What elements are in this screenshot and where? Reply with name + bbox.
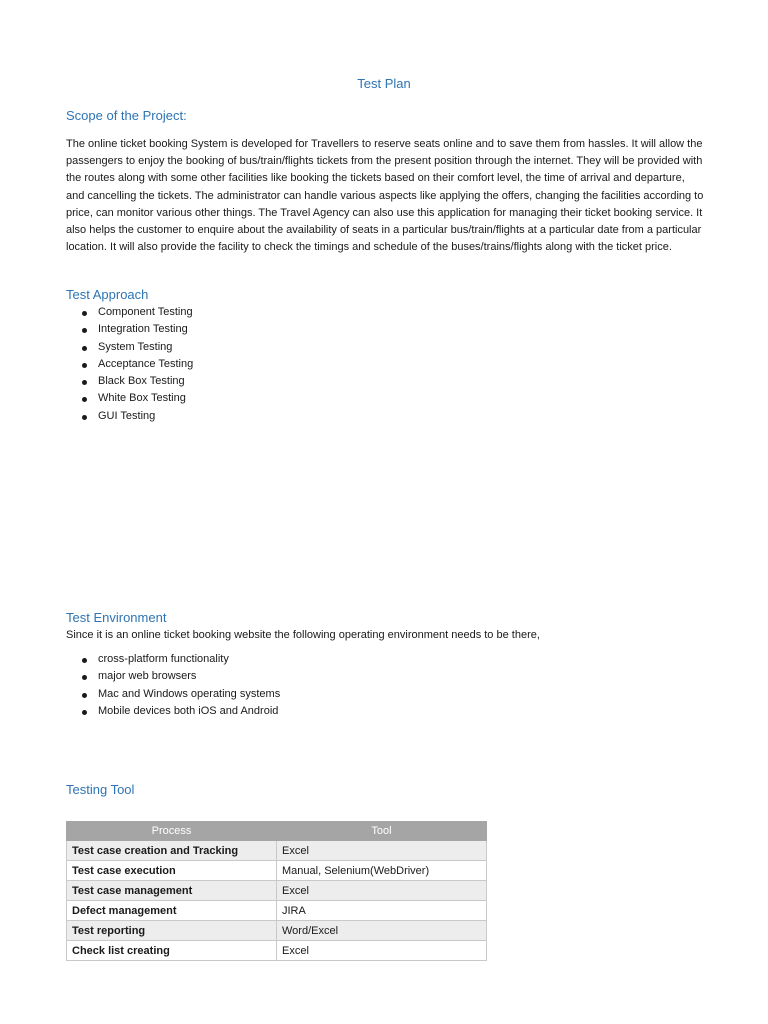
list-item-text: cross-platform functionality (98, 653, 229, 665)
tool-cell: Excel (277, 941, 487, 961)
table-row (67, 921, 487, 941)
tool-cell: Word/Excel (277, 921, 487, 941)
process-cell: Test reporting (67, 921, 277, 941)
scope-paragraph: The online ticket booking System is developed for Travellers to reserve seats online and to save them from hassles. It will allow the passengers to enjoy the booking of bus/train/flights tickets from the present position through the internet. They will be provided with the routes along with some other facilities like booking the tickets based on their comfort level, the time of arrival and departure, and cancelling the tickets. The administrator can handle various aspects like applying the offers, changing the facilities according to price, can monitor various other things. The Travel Agency can also use this application for managing their ticket booking service. It also helps the customer to enquire about the availability of seats in a particular bus/train/flights at a particular date from a particular location. It will also provide the facility to check the timings and schedule of the buses/trains/flights along with the ticket price. (66, 138, 704, 254)
list-item (66, 668, 280, 685)
tool-column-header: Tool (277, 822, 487, 841)
document-title: Test Plan (357, 76, 411, 91)
tool-cell: Manual, Selenium(WebDriver) (277, 861, 487, 881)
bullet-icon (82, 363, 87, 368)
process-cell: Test case execution (67, 861, 277, 881)
bullet-icon (82, 397, 87, 402)
tool-cell: JIRA (277, 901, 487, 921)
list-item (66, 651, 280, 668)
list-item-text: Mobile devices both iOS and Android (98, 704, 279, 717)
bullet-icon (82, 346, 87, 351)
list-item (66, 304, 193, 321)
table-row (67, 901, 487, 921)
table-row (67, 941, 487, 961)
table-row (67, 841, 487, 861)
list-item (66, 321, 193, 338)
process-cell: Check list creating (67, 941, 277, 961)
approach-heading: Test Approach (66, 287, 149, 302)
list-item-text: Black Box Testing (98, 375, 185, 388)
process-cell: Test case management (67, 881, 277, 901)
list-item-text: Acceptance Testing (98, 357, 194, 370)
tool-cell: Excel (277, 881, 487, 901)
process-column-header: Process (67, 822, 277, 841)
list-item (66, 356, 193, 373)
table-header-row (67, 822, 487, 841)
approach-list (66, 304, 193, 425)
bullet-icon (82, 675, 87, 680)
list-item-text: Component Testing (98, 306, 193, 318)
list-item (66, 339, 193, 356)
bullet-icon (82, 658, 87, 663)
list-item (66, 686, 280, 703)
list-item (66, 408, 193, 425)
testing-tool-table (66, 821, 487, 961)
list-item-text: GUI Testing (98, 409, 156, 422)
process-cell: Defect management (67, 901, 277, 921)
environment-intro: Since it is an online ticket booking website the following operating environment needs to be there, (66, 629, 540, 641)
bullet-icon (82, 693, 87, 698)
list-item-text: System Testing (98, 340, 173, 353)
environment-list (66, 651, 280, 720)
list-item (66, 373, 193, 390)
process-cell: Test case creation and Tracking (67, 841, 277, 861)
table-row (67, 881, 487, 901)
table-row (67, 861, 487, 881)
tools-heading: Testing Tool (66, 782, 135, 797)
bullet-icon (82, 710, 87, 715)
bullet-icon (82, 328, 87, 333)
tool-cell: Excel (277, 841, 487, 861)
list-item (66, 703, 280, 720)
bullet-icon (82, 380, 87, 385)
list-item-text: Mac and Windows operating systems (98, 687, 281, 700)
list-item-text: major web browsers (98, 670, 197, 683)
list-item-text: Integration Testing (98, 323, 188, 336)
environment-heading: Test Environment (66, 610, 167, 625)
bullet-icon (82, 415, 87, 420)
scope-heading: Scope of the Project: (66, 108, 187, 123)
list-item (66, 390, 193, 407)
list-item-text: White Box Testing (98, 392, 186, 405)
bullet-icon (82, 311, 87, 316)
